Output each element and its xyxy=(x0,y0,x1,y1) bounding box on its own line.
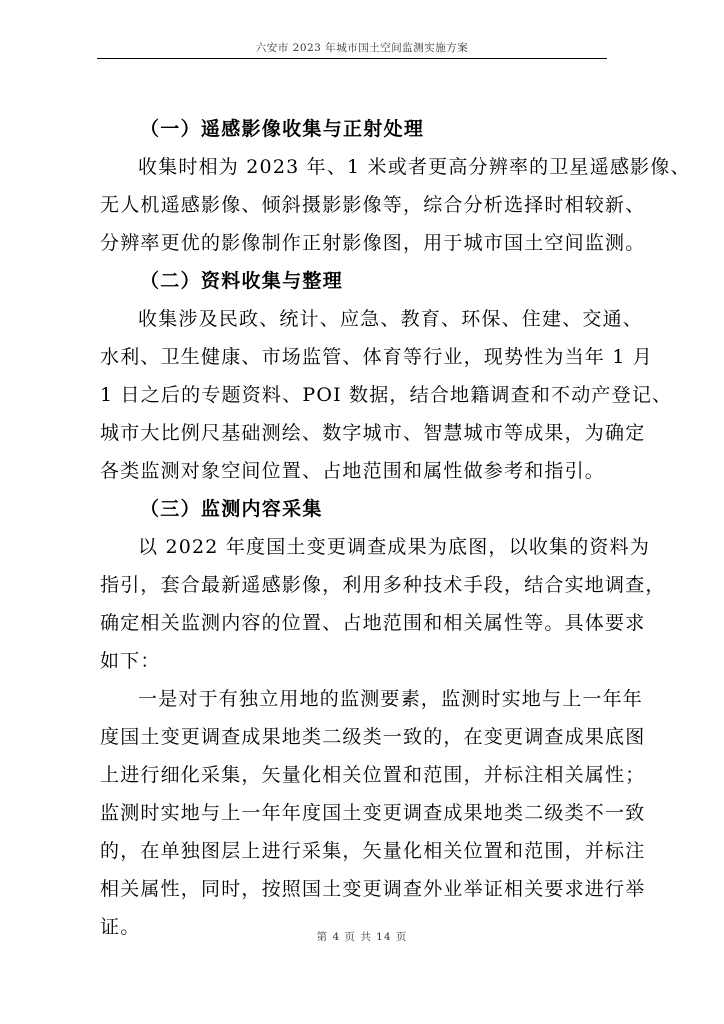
paragraph-line: 证。 xyxy=(100,916,141,938)
paragraph-line: 收集时相为 2023 年、1 米或者更高分辨率的卫星遥感影像、 xyxy=(138,156,691,178)
paragraph-line: 一是对于有独立用地的监测要素，监测时实地与上一年年 xyxy=(138,688,644,710)
paragraph-line: 以 2022 年度国土变更调查成果为底图，以收集的资料为 xyxy=(138,536,651,558)
paragraph-line: 城市大比例尺基础测绘、数字城市、智慧城市等成果，为确定 xyxy=(100,422,646,444)
paragraph-line: 各类监测对象空间位置、占地范围和属性做参考和指引。 xyxy=(100,460,606,482)
section-heading-data-collection: （二）资料收集与整理 xyxy=(140,270,344,292)
page-number: 第 4 页 共 14 页 xyxy=(316,931,408,943)
paragraph-line: 1 日之后的专题资料、POI 数据，结合地籍调查和不动产登记、 xyxy=(100,384,673,406)
paragraph-line: 指引，套合最新遥感影像，利用多种技术手段，结合实地调查， xyxy=(100,574,666,596)
paragraph-line: 分辨率更优的影像制作正射影像图，用于城市国土空间监测。 xyxy=(100,232,646,254)
section-heading-remote-sensing: （一）遥感影像收集与正射处理 xyxy=(140,118,425,140)
paragraph-line: 监测时实地与上一年年度国土变更调查成果地类二级类不一致 xyxy=(100,802,646,824)
paragraph-line: 相关属性，同时，按照国土变更调查外业举证相关要求进行举 xyxy=(100,878,646,900)
paragraph-line: 的，在单独图层上进行采集，矢量化相关位置和范围，并标注 xyxy=(100,840,646,862)
section-heading-monitoring-content: （三）监测内容采集 xyxy=(140,498,323,520)
page-header: 六安市 2023 年城市国土空间监测实施方案 xyxy=(255,42,469,54)
document-body xyxy=(100,110,691,946)
paragraph-line: 无人机遥感影像、倾斜摄影影像等，综合分析选择时相较新、 xyxy=(100,194,646,216)
paragraph-line: 如下： xyxy=(100,650,161,672)
paragraph-line: 水利、卫生健康、市场监管、体育等行业，现势性为当年 1 月 xyxy=(100,346,653,368)
header-rule xyxy=(97,58,607,59)
paragraph-line: 度国土变更调查成果地类二级类一致的，在变更调查成果底图 xyxy=(100,726,646,748)
paragraph-line: 上进行细化采集，矢量化相关位置和范围，并标注相关属性； xyxy=(100,764,646,786)
paragraph-line: 收集涉及民政、统计、应急、教育、环保、住建、交通、 xyxy=(138,308,644,330)
paragraph-line: 确定相关监测内容的位置、占地范围和相关属性等。具体要求 xyxy=(100,612,646,634)
